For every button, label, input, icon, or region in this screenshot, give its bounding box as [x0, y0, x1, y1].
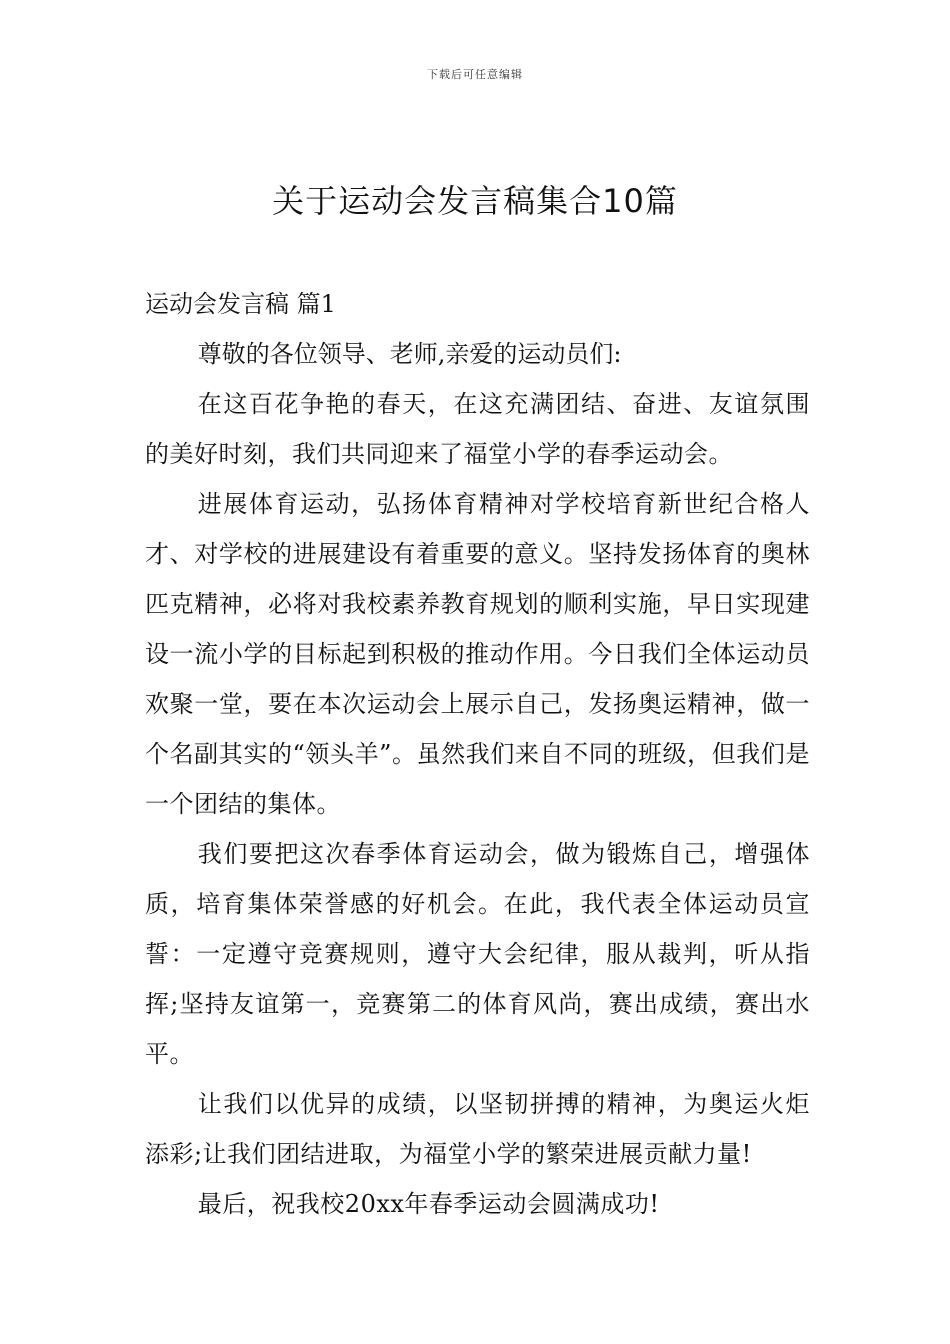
paragraph-1: 在这百花争艳的春天，在这充满团结、奋进、友谊氛围的美好时刻，我们共同迎来了福堂小学的春季运动会。 — [145, 390, 810, 468]
page-header-note: 下载后可任意编辑 — [427, 68, 523, 81]
paragraph-4: 让我们以优异的成绩，以坚韧拼搏的精神，为奥运火炬添彩;让我们团结进取，为福堂小学的繁荣进展贡献力量! — [145, 1090, 810, 1168]
paragraph-3: 我们要把这次春季体育运动会，做为锻炼自己，增强体质，培育集体荣誉感的好机会。在此，我代表全体运动员宣誓：一定遵守竞赛规则，遵守大会纪律，服从裁判，听从指挥;坚持友谊第一，竞赛第二的体育风尚，赛出成绩，赛出水平。 — [145, 840, 810, 1068]
document-body — [145, 279, 810, 1229]
paragraph-5: 最后，祝我校20xx年春季运动会圆满成功! — [197, 1190, 660, 1218]
greeting-line: 尊敬的各位领导、老师,亲爱的运动员们: — [197, 340, 622, 368]
section-heading: 运动会发言稿 篇1 — [145, 290, 336, 318]
paragraph-2: 进展体育运动，弘扬体育精神对学校培育新世纪合格人才、对学校的进展建设有着重要的意义。坚持发扬体育的奥林匹克精神，必将对我校素养教育规划的顺利实施，早日实现建设一流小学的目标起到积极的推动作用。今日我们全体运动员欢聚一堂，要在本次运动会上展示自己，发扬奥运精神，做一个名副其实的“领头羊”。虽然我们来自不同的班级，但我们是一个团结的集体。 — [145, 490, 810, 818]
document-title: 关于运动会发言稿集合10篇 — [272, 182, 678, 220]
